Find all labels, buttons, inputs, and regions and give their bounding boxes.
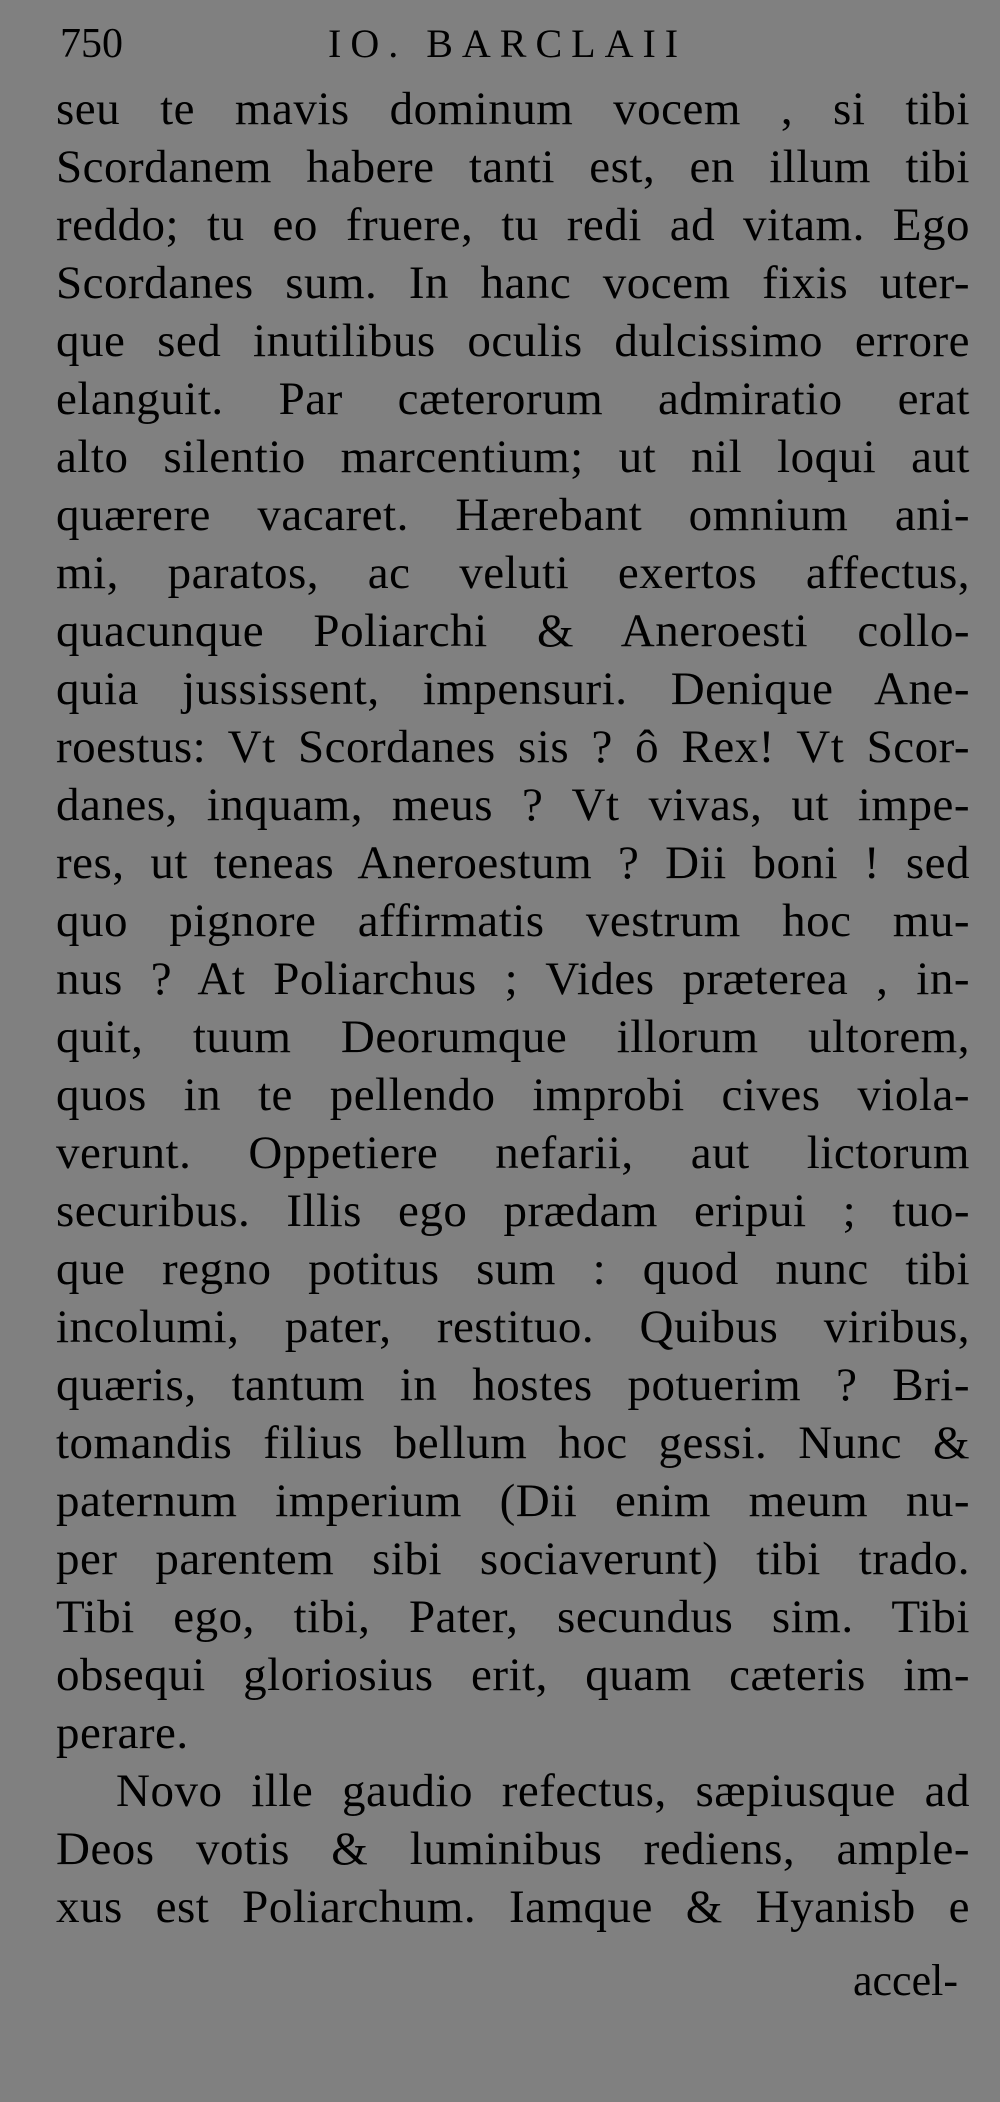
text-line: incolumi, pater, restituo. Quibus viribus,: [56, 1301, 970, 1353]
text-line: xus est Poliarchum. Iamque & Hyanisb e: [56, 1881, 970, 1933]
text-line: obsequi gloriosius erit, quam cæteris im-: [56, 1649, 970, 1701]
text-line: Novo ille gaudio refectus, sæpiusque ad: [116, 1765, 970, 1817]
text-line: quacunque Poliarchi & Aneroesti collo-: [56, 605, 970, 657]
text-line: que sed inutilibus oculis dulcissimo errore: [56, 315, 970, 367]
text-line: roestus: Vt Scordanes sis ? ô Rex! Vt Scor-: [56, 721, 970, 773]
text-line: tomandis filius bellum hoc gessi. Nunc &: [56, 1417, 970, 1469]
paragraph: [56, 80, 970, 1762]
text-line: res, ut teneas Aneroestum ? Dii boni ! sed: [56, 837, 970, 889]
text-line: alto silentio marcentium; ut nil loqui aut: [56, 431, 970, 483]
text-line: verunt. Oppetiere nefarii, aut lictorum: [56, 1127, 970, 1179]
catchword: accel-: [853, 1956, 958, 2005]
page-number: 750: [60, 21, 123, 67]
text-line: quo pignore affirmatis vestrum hoc mu-: [56, 895, 970, 947]
text-line: per parentem sibi sociaverunt) tibi trado.: [56, 1533, 970, 1585]
text-line: Scordanes sum. In hanc vocem fixis uter-: [56, 257, 970, 309]
text-line: quærere vacaret. Hærebant omnium ani-: [56, 489, 970, 541]
page-header: [60, 14, 940, 74]
text-line: quos in te pellendo improbi cives viola-: [56, 1069, 970, 1121]
text-line: mi, paratos, ac veluti exertos affectus,: [56, 547, 970, 599]
text-line: que regno potitus sum : quod nunc tibi: [56, 1243, 970, 1295]
text-line: elanguit. Par cæterorum admiratio erat: [56, 373, 970, 425]
text-line: seu te mavis dominum vocem , si tibi: [56, 83, 970, 135]
text-line: Deos votis & luminibus rediens, ample-: [56, 1823, 970, 1875]
text-line: quit, tuum Deorumque illorum ultorem,: [56, 1011, 970, 1063]
text-line: quia jussissent, impensuri. Denique Ane-: [56, 663, 970, 715]
running-head: IO. BARCLAII: [328, 21, 688, 66]
text-line: paternum imperium (Dii enim meum nu-: [56, 1475, 970, 1527]
text-line: nus ? At Poliarchus ; Vides præterea , in-: [56, 953, 970, 1005]
text-line: perare.: [56, 1707, 189, 1759]
text-line: securibus. Illis ego prædam eripui ; tuo-: [56, 1185, 970, 1237]
text-line: danes, inquam, meus ? Vt vivas, ut impe-: [56, 779, 970, 831]
text-line: quæris, tantum in hostes potuerim ? Bri-: [56, 1359, 970, 1411]
paragraph: [56, 1762, 970, 1936]
text-line: reddo; tu eo fruere, tu redi ad vitam. Ego: [56, 199, 970, 251]
text-line: Scordanem habere tanti est, en illum tibi: [56, 141, 970, 193]
text-line: Tibi ego, tibi, Pater, secundus sim. Tibi: [56, 1591, 970, 1643]
body-text: [56, 80, 970, 1936]
